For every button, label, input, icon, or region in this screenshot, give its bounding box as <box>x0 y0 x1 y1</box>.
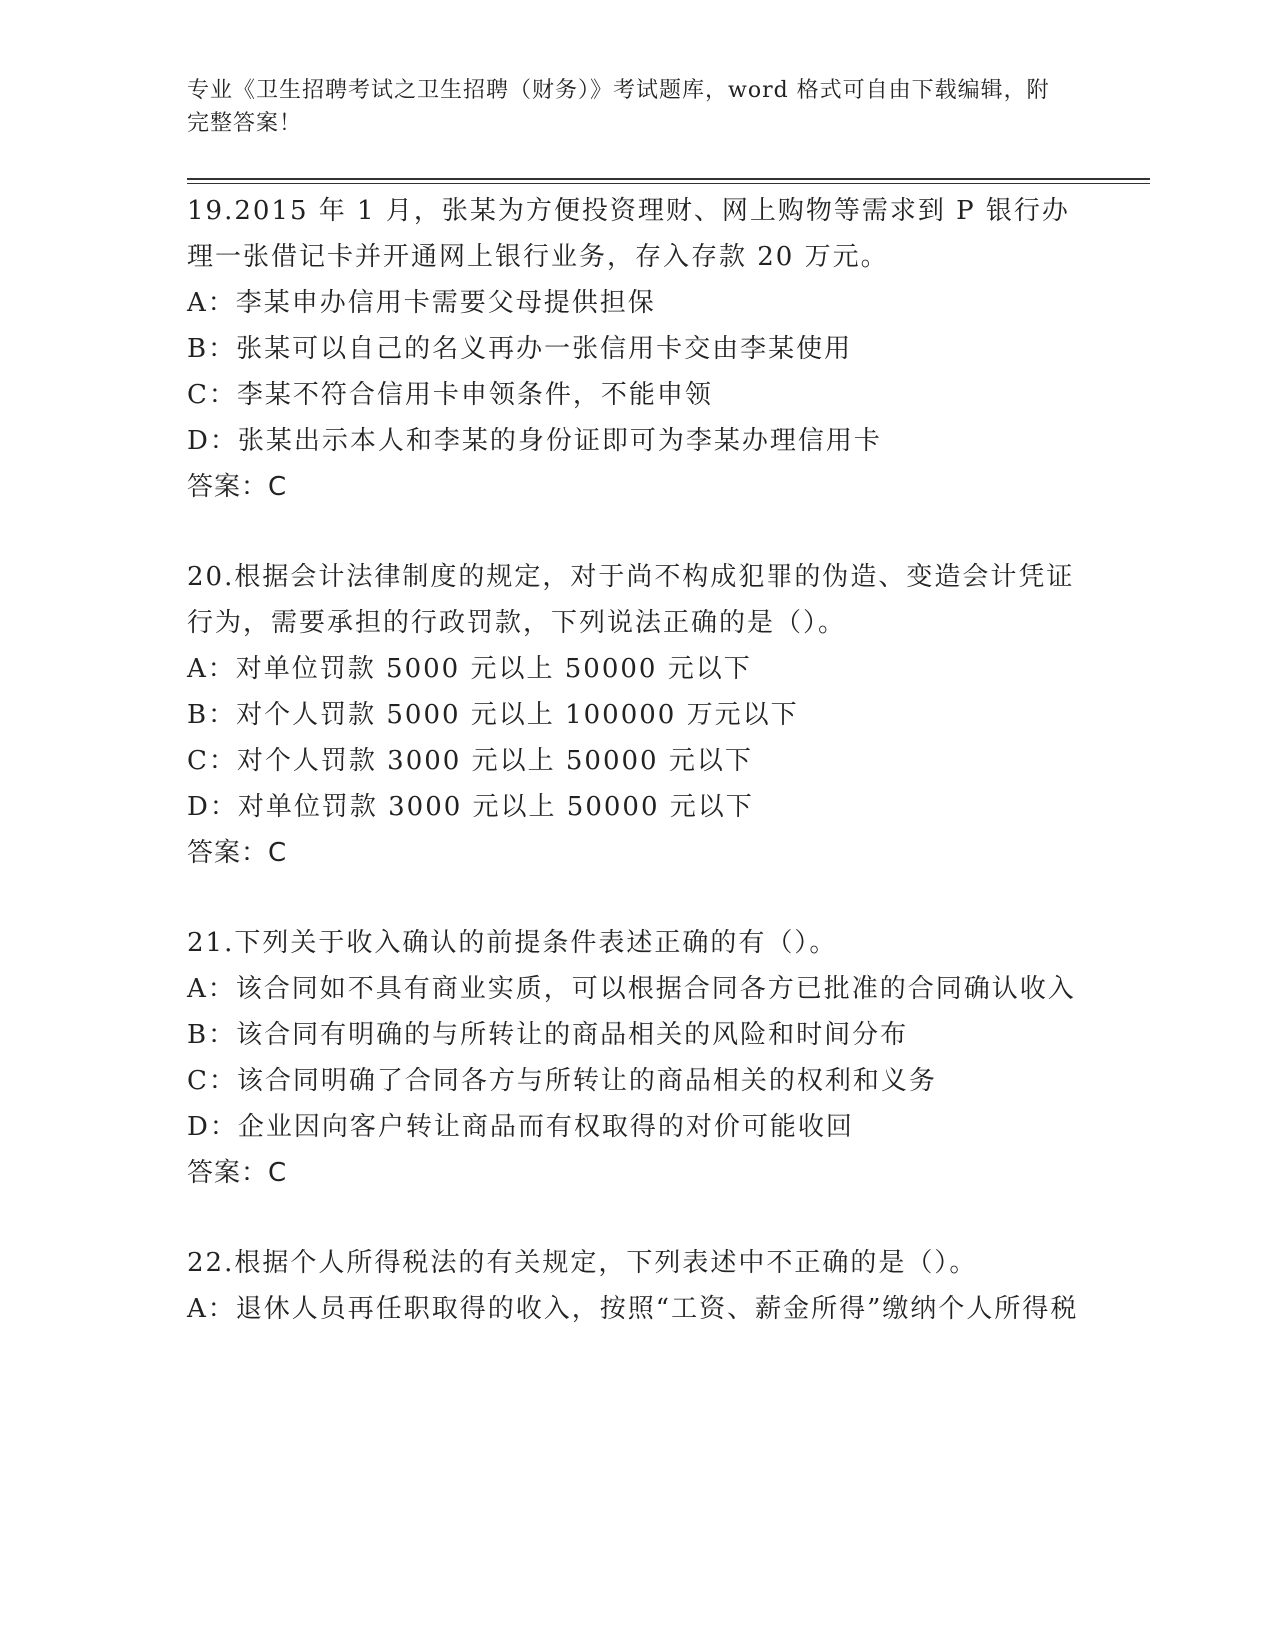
option-c: C：该合同明确了合同各方与所转让的商品相关的权利和义务 <box>187 1066 937 1096</box>
document-header: 专业《卫生招聘考试之卫生招聘（财务）》考试题库，word 格式可自由下载编辑，附完整答案！ <box>187 78 1050 136</box>
question-stem: 20.根据会计法律制度的规定，对于尚不构成犯罪的伪造、变造会计凭证行为，需要承担的行政罚款，下列说法正确的是（）。 <box>187 562 1075 638</box>
option-c: C：对个人罚款 3000 元以上 50000 元以下 <box>187 746 753 776</box>
question-stem: 19.2015 年 1 月，张某为方便投资理财、网上购物等需求到 P 银行办理一张借记卡并开通网上银行业务，存入存款 20 万元。 <box>187 196 1070 272</box>
question-20 <box>187 554 1087 876</box>
question-stem: 21.下列关于收入确认的前提条件表述正确的有（）。 <box>187 928 838 958</box>
question-22 <box>187 1240 1087 1332</box>
question-stem: 22.根据个人所得税法的有关规定，下列表述中不正确的是（）。 <box>187 1248 978 1278</box>
option-c: C：李某不符合信用卡申领条件，不能申领 <box>187 380 713 410</box>
option-b: B：对个人罚款 5000 元以上 100000 万元以下 <box>187 700 799 730</box>
answer: 答案：C <box>187 472 288 502</box>
option-a: A：李某申办信用卡需要父母提供担保 <box>187 288 656 318</box>
option-b: B：张某可以自己的名义再办一张信用卡交由李某使用 <box>187 334 853 364</box>
option-d: D：张某出示本人和李某的身份证即可为李某办理信用卡 <box>187 426 882 456</box>
question-21 <box>187 920 1087 1196</box>
question-list <box>187 188 1087 1376</box>
option-d: D：企业因向客户转让商品而有权取得的对价可能收回 <box>187 1112 854 1142</box>
option-b: B：该合同有明确的与所转让的商品相关的风险和时间分布 <box>187 1020 909 1050</box>
answer: 答案：C <box>187 838 288 868</box>
option-a: A：退休人员再任职取得的收入，按照“工资、薪金所得”缴纳个人所得税 <box>187 1294 1079 1324</box>
header-divider-thick <box>187 178 1150 180</box>
option-a: A：对单位罚款 5000 元以上 50000 元以下 <box>187 654 752 684</box>
option-a: A：该合同如不具有商业实质，可以根据合同各方已批准的合同确认收入 <box>187 974 1076 1004</box>
option-d: D：对单位罚款 3000 元以上 50000 元以下 <box>187 792 754 822</box>
header-divider-thin <box>187 183 1150 184</box>
answer: 答案：C <box>187 1158 288 1188</box>
question-19 <box>187 188 1087 510</box>
